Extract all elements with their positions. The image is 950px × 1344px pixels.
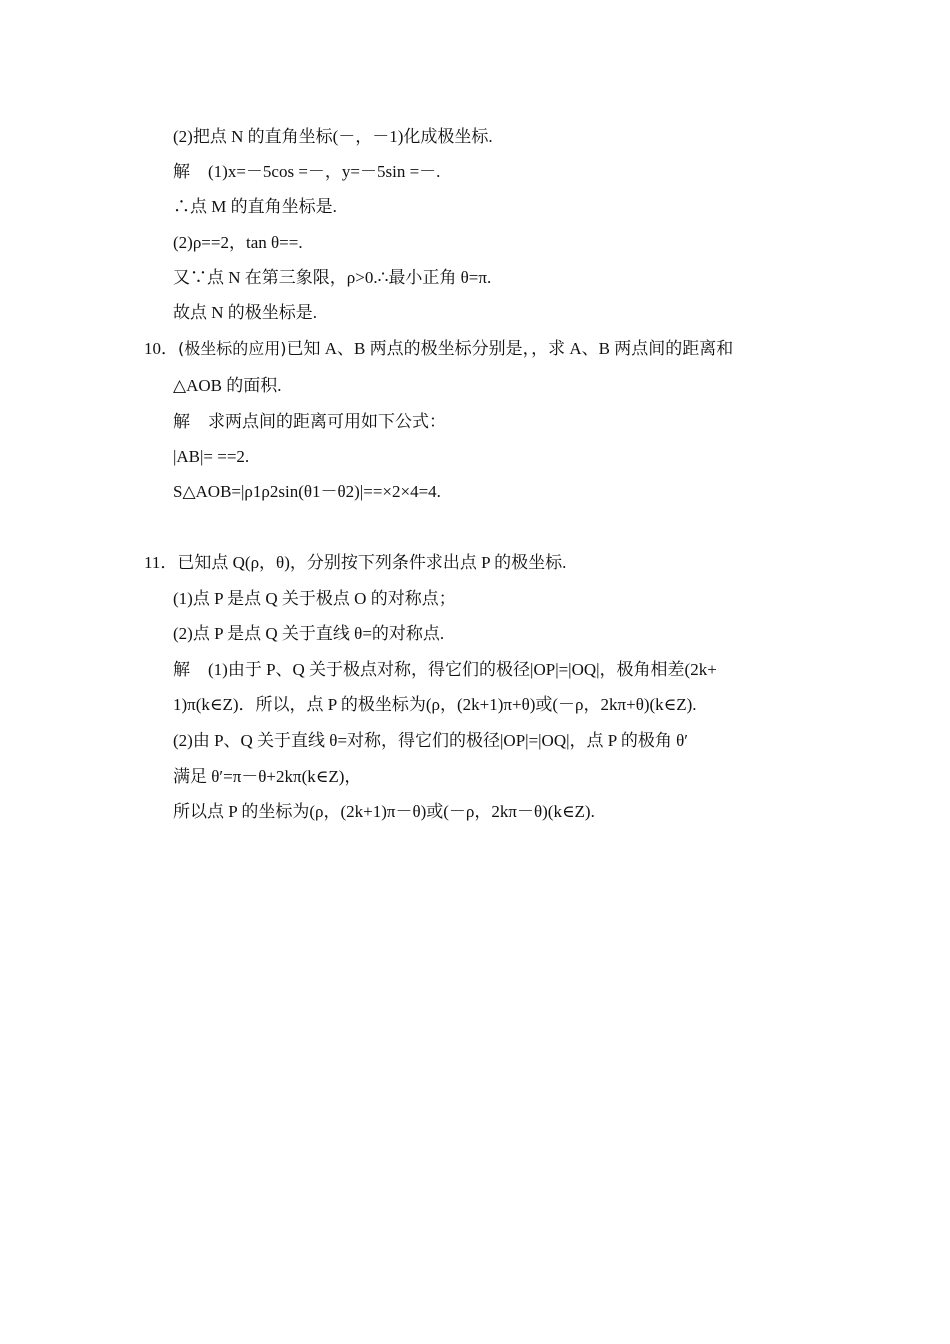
q9-solution-line-1	[173, 161, 440, 183]
solution-label: 解	[173, 162, 190, 181]
q9-solution-line-5: 故点 N 的极坐标是.	[173, 303, 318, 322]
q10-solution-line-2: |AB|= ==2.	[173, 447, 250, 466]
q10-solution-text-1: 求两点间的距离可用如下公式：	[208, 412, 446, 431]
solution-label: 解	[173, 412, 190, 431]
q10-stem-line-2: △AOB 的面积.	[173, 376, 282, 395]
q9-solution-line-2: ∴点 M 的直角坐标是.	[173, 197, 337, 216]
q11-solution-line-2: 1)π(k∈Z)．所以，点 P 的极坐标为(ρ，(2k+1)π+θ)或(－ρ，2kπ+θ)(k∈Z).	[173, 695, 697, 714]
q11-solution-line-1	[173, 659, 717, 681]
q10-stem-line-1	[144, 338, 733, 360]
q10-solution-line-1	[173, 411, 446, 433]
q9-part2: (2)把点 N 的直角坐标(－，－1)化成极坐标.	[173, 127, 493, 146]
q11-solution-line-5: 所以点 P 的坐标为(ρ，(2k+1)π－θ)或(－ρ，2kπ－θ)(k∈Z).	[173, 802, 595, 821]
q9-solution-text-1: (1)x=－5cos =－，y=－5sin =－.	[208, 162, 441, 181]
q11-solution-line-3: (2)由 P、Q 关于直线 θ=对称，得它们的极径|OP|=|OQ|，点 P 的极角 θ′	[173, 731, 688, 750]
question-tag: (极坐标的应用)	[178, 339, 287, 358]
q11-stem-text: 已知点 Q(ρ，θ)，分别按下列条件求出点 P 的极坐标.	[177, 553, 567, 572]
q9-solution-line-4: 又∵点 N 在第三象限，ρ>0.∴最小正角 θ=π.	[173, 268, 492, 287]
q11-solution-text-1: (1)由于 P、Q 关于极点对称，得它们的极径|OP|=|OQ|，极角相差(2k+	[208, 660, 717, 679]
q11-stem	[144, 552, 566, 574]
q9-solution-line-3: (2)ρ==2，tan θ==.	[173, 233, 303, 252]
q11-solution-line-4: 满足 θ′=π－θ+2kπ(k∈Z)，	[173, 767, 362, 786]
q10-solution-line-3: S△AOB=|ρ1ρ2sin(θ1－θ2)|==×2×4=4.	[173, 482, 441, 501]
question-number: 10．	[144, 339, 178, 358]
q10-stem-text-1: 已知 A、B 两点的极坐标分别是，，求 A、B 两点间的距离和	[286, 339, 734, 358]
q11-part1: (1)点 P 是点 Q 关于极点 O 的对称点；	[173, 589, 456, 608]
solution-label: 解	[173, 660, 190, 679]
question-number: 11．	[144, 553, 178, 572]
q11-part2: (2)点 P 是点 Q 关于直线 θ=的对称点.	[173, 624, 445, 643]
